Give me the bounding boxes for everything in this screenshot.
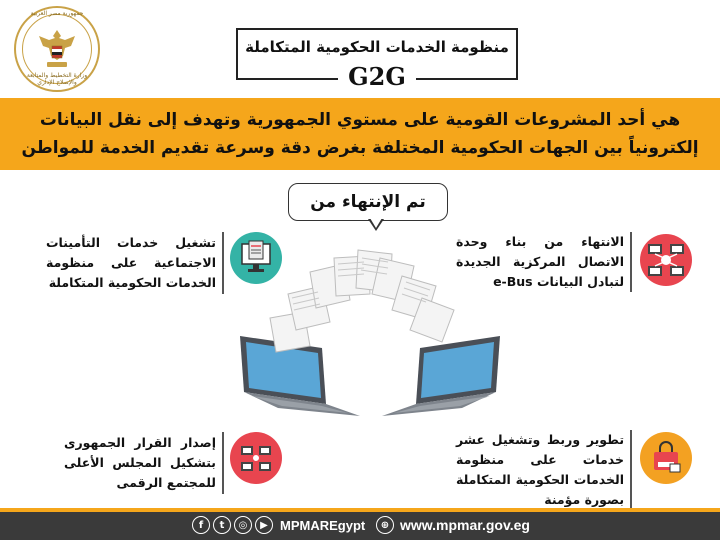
footer-stripe xyxy=(0,508,720,512)
status-bubble xyxy=(288,183,448,221)
eagle-emblem-icon xyxy=(35,26,79,72)
status-bubble-text: تم الإنتهاء من xyxy=(310,192,426,212)
logo-ring-text: وزارة التخطيط والمتابعة والإصلاح الإداري xyxy=(26,72,88,86)
facebook-icon[interactable]: f xyxy=(192,516,210,534)
monitor-document-icon xyxy=(236,238,276,278)
item-3-text: تطوير وربط وتشغيل عشر خدمات على منظومة الخدمات الحكومية المتكاملة بصورة مؤمنة xyxy=(456,432,625,507)
instagram-icon[interactable]: ◎ xyxy=(234,516,252,534)
right-laptop-icon xyxy=(382,336,500,416)
item-3-divider xyxy=(630,430,632,510)
logo-top-text: جمهورية مصر العربية xyxy=(30,10,84,17)
page-title: منظومة الخدمات الحكومية المتكاملة xyxy=(245,38,509,56)
title-g2g: G2G xyxy=(338,62,416,91)
item-3 xyxy=(456,430,632,510)
footer xyxy=(0,512,720,540)
ministry-logo xyxy=(14,6,100,92)
item-4-divider xyxy=(222,432,224,494)
network-computers-icon xyxy=(644,238,688,282)
item-1-icon-circle xyxy=(640,234,692,286)
twitter-icon[interactable]: t xyxy=(213,516,231,534)
item-1-divider xyxy=(630,232,632,292)
title-box xyxy=(236,28,518,91)
flying-papers-icon xyxy=(270,250,454,352)
item-2-divider xyxy=(222,232,224,294)
item-4-text: إصدار القرار الجمهورى بتشكيل المجلس الأعلى للمجتمع الرقمى xyxy=(64,435,216,490)
item-2-text: تشغيل خدمات التأمينات الاجتماعية على منظومة الخدمات الحكومية المتكاملة xyxy=(46,235,216,290)
social-handle[interactable]: MPMAREgypt xyxy=(280,517,366,533)
bubble-tail xyxy=(368,219,384,231)
social-links xyxy=(192,516,365,534)
youtube-icon[interactable]: ▶ xyxy=(255,516,273,534)
item-1-text: الانتهاء من بناء وحدة الاتصال المركزية الجديدة لتبادل البيانات e-Bus xyxy=(456,234,625,289)
item-4-icon-circle xyxy=(230,432,282,484)
item-2 xyxy=(46,232,224,294)
website-url[interactable]: www.mpmar.gov.eg xyxy=(400,517,530,533)
intro-band xyxy=(0,98,720,170)
secure-card-icon xyxy=(646,438,686,478)
item-4 xyxy=(64,432,224,494)
intro-line-1: هي أحد المشروعات القومية على مستوي الجمهورية وتهدف إلى نقل البيانات xyxy=(39,110,681,130)
website-link[interactable] xyxy=(376,516,530,534)
globe-icon: ⊕ xyxy=(376,516,394,534)
digital-society-icon xyxy=(236,438,276,478)
intro-line-2: إلكترونياً بين الجهات الحكومية المختلفة بغرض دقة وسرعة تقديم الخدمة للمواطن xyxy=(21,138,699,158)
item-2-icon-circle xyxy=(230,232,282,284)
item-1 xyxy=(456,232,632,292)
item-3-icon-circle xyxy=(640,432,692,484)
